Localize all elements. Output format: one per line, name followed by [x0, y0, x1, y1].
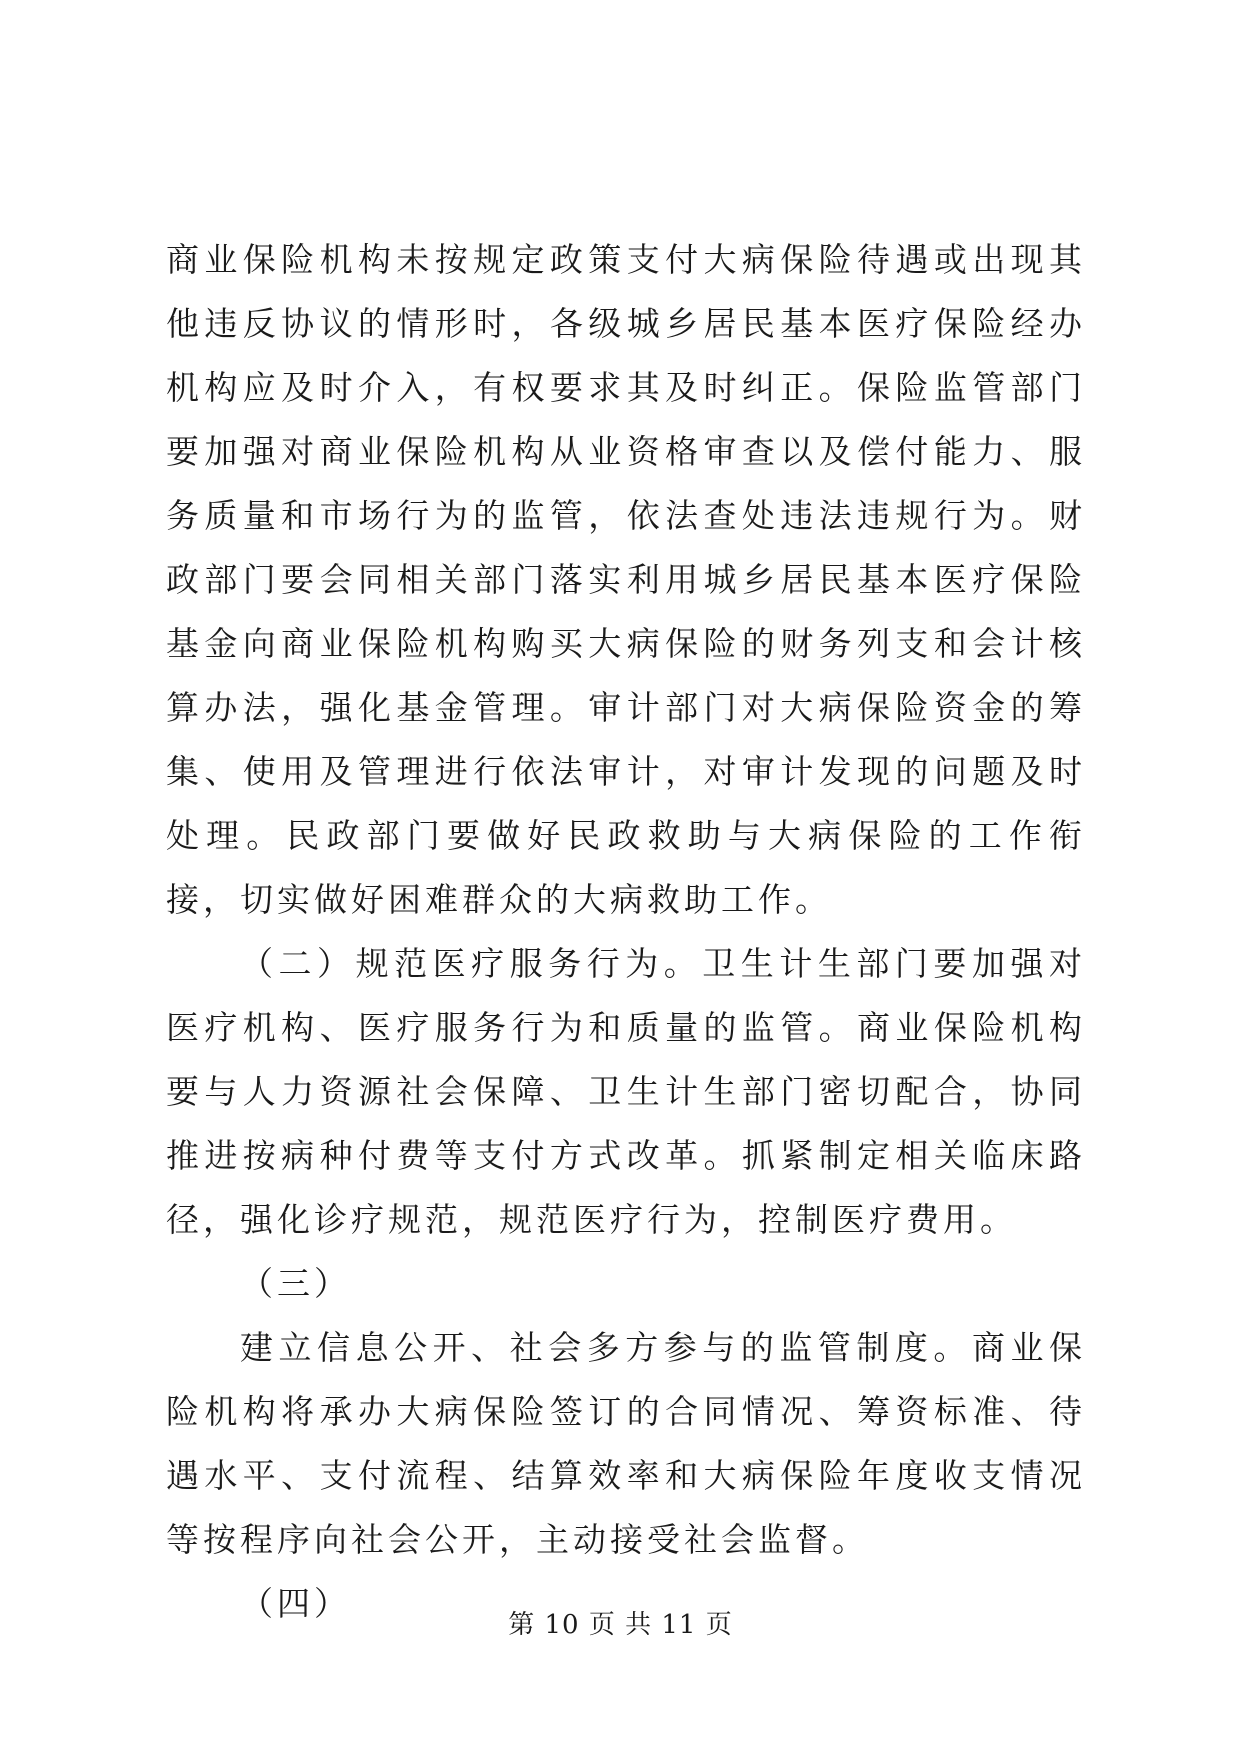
page-number-footer: 第 10 页 共 11 页: [508, 1610, 733, 1640]
paragraph-section-four-heading: （四）: [240, 1584, 351, 1623]
paragraph-information-disclosure: 建立信息公开、社会多方参与的监管制度。商业保险机构将承办大病保险签订的合同情况、筹资标准、待遇水平、支付流程、结算效率和大病保险年度收支情况等按程序向社会公开，主动接受社会监督。: [166, 1328, 1086, 1559]
paragraph-section-two: （二）规范医疗服务行为。卫生计生部门要加强对医疗机构、医疗服务行为和质量的监管。商业保险机构要与人力资源社会保障、卫生计生部门密切配合，协同推进按病种付费等支付方式改革。抓紧制定相关临床路径，强化诊疗规范，规范医疗行为，控制医疗费用。: [166, 944, 1086, 1239]
paragraph-supervision-duties: 商业保险机构未按规定政策支付大病保险待遇或出现其他违反协议的情形时，各级城乡居民基本医疗保险经办机构应及时介入，有权要求其及时纠正。保险监管部门要加强对商业保险机构从业资格审查以及偿付能力、服务质量和市场行为的监管，依法查处违法违规行为。财政部门要会同相关部门落实利用城乡居民基本医疗保险基金向商业保险机构购买大病保险的财务列支和会计核算办法，强化基金管理。审计部门对大病保险资金的筹集、使用及管理进行依法审计，对审计发现的问题及时处理。民政部门要做好民政救助与大病保险的工作衔接，切实做好困难群众的大病救助工作。: [166, 240, 1086, 919]
document-body: [166, 228, 1086, 1636]
paragraph-section-three-heading: （三）: [240, 1264, 351, 1303]
